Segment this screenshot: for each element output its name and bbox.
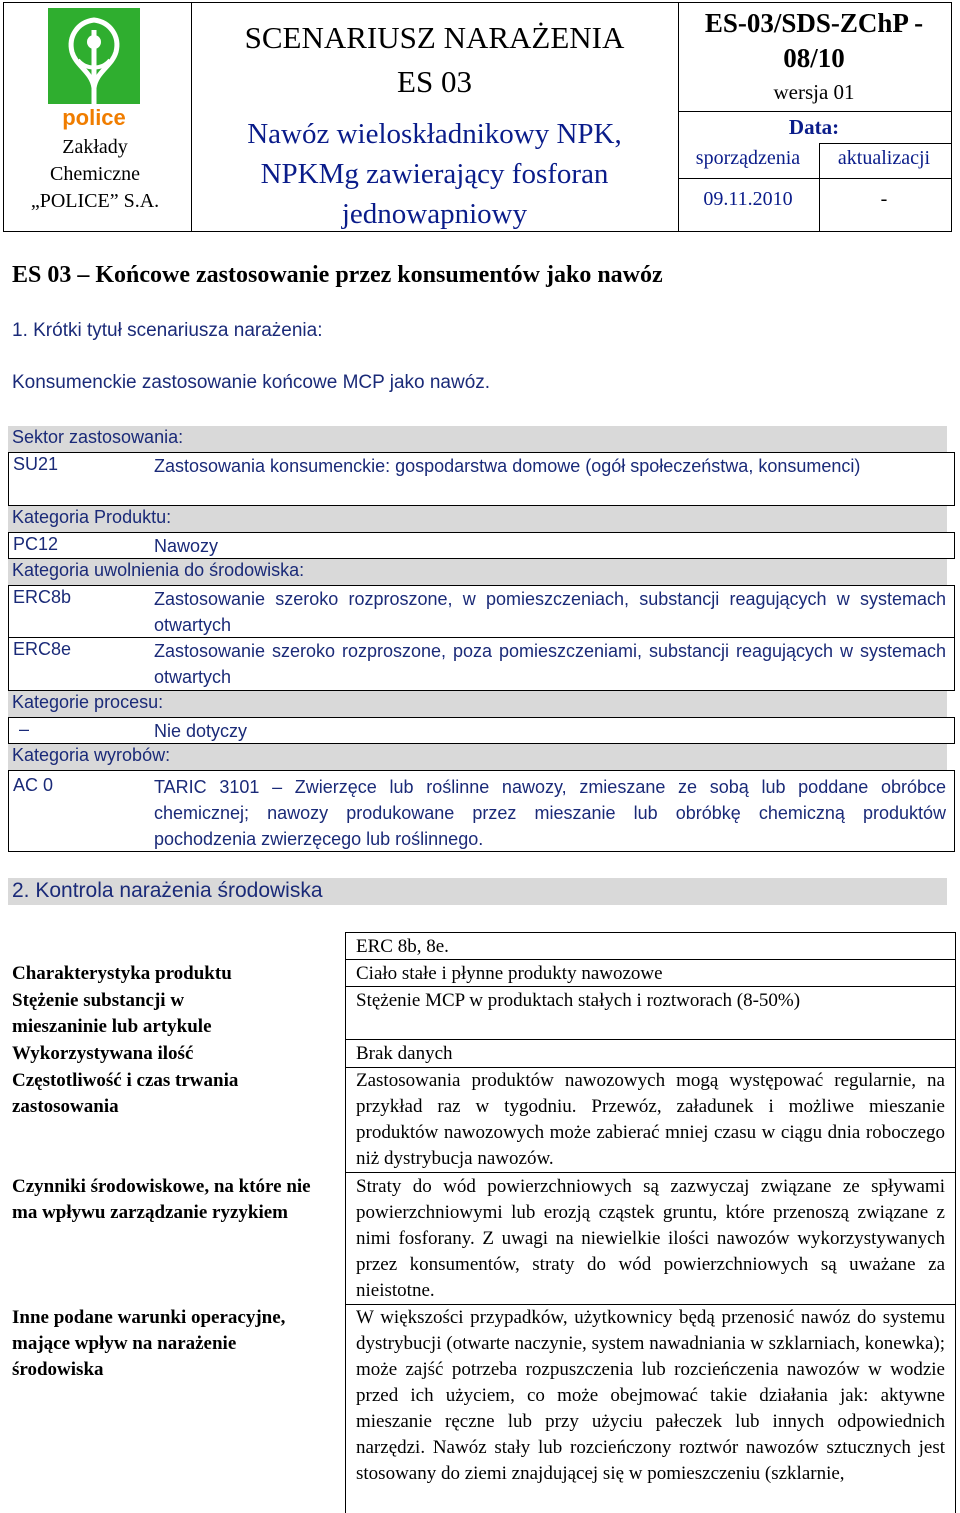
- company-name: [2, 134, 188, 215]
- erc8b-row: [8, 585, 955, 638]
- section1-title: 1. Krótki tytuł scenariusza narażenia:: [12, 320, 323, 341]
- subtitle-line: NPKMg zawierający fosforan: [260, 158, 609, 190]
- section2-title-bar: [8, 878, 947, 905]
- company-line: „POLICE” S.A.: [30, 190, 160, 212]
- doc-code-line: ES-03/SDS-ZChP -: [704, 8, 924, 38]
- ac-row: [8, 770, 955, 852]
- erc8b-code: ERC8b: [13, 587, 72, 607]
- value-concentration: Stężenie MCP w produktach stałych i roztworach (8-50%): [356, 990, 801, 1011]
- env-control-table: [345, 932, 956, 1513]
- date-label: Data:: [788, 115, 840, 139]
- doc-code: [678, 6, 950, 76]
- process-code: –: [19, 719, 30, 739]
- document-subtitle: [191, 114, 678, 234]
- process-row: [8, 717, 955, 744]
- process-label: Kategorie procesu:: [12, 692, 164, 712]
- company-line: Zakłady: [62, 136, 128, 158]
- label-frequency: Częstotliwość i czas trwania zastosowania: [12, 1070, 239, 1117]
- erc8e-desc: Zastosowanie szeroko rozproszone, poza pomieszczeniami, substancji reagujących w systemach otwartych: [154, 641, 946, 687]
- sector-label-row: [8, 426, 947, 452]
- section2-title: 2. Kontrola narażenia środowiska: [12, 879, 323, 902]
- product-label: Kategoria Produktu:: [12, 507, 172, 527]
- company-line: Chemiczne: [50, 163, 140, 185]
- ac-code: AC 0: [13, 775, 54, 795]
- product-label-row: [8, 506, 947, 532]
- su-code: SU21: [13, 454, 59, 474]
- su-desc: Zastosowania konsumenckie: gospodarstwa domowe (ogół społeczeństwa, konsumenci): [154, 456, 861, 476]
- subtitle-line: jednowapniowy: [341, 198, 528, 230]
- erc8e-code: ERC8e: [13, 639, 72, 659]
- erc8e-row: [8, 637, 955, 691]
- erc-reference: ERC 8b, 8e.: [356, 936, 449, 957]
- company-logo: [48, 8, 140, 132]
- value-other-conditions: W większości przypadków, użytkownicy będą przenosić nawóz do systemu dystrybucji (otwarte naczynie, system nawadniania w szklarniach, konewka); może zajść potrzeba rozpuszczenia lub rozcieńczenia nawozów w wodzie przed ich użyciem, co może obejmować takie działania jak: aktywne mieszanie ręczne lub przy użyciu pałeczek lub innych odpowiednich narzędzi. Nawóz stały lub rozcieńczony roztwór nawozów sztucznych jest stosowany do ziemi znajdującej się w pomieszczeniu (szklarnie,: [356, 1307, 945, 1484]
- process-desc: Nie dotyczy: [154, 721, 248, 741]
- document-title: [191, 16, 678, 104]
- ac-desc: TARIC 3101 – Zwierzęce lub roślinne nawozy, zmieszane ze sobą lub poddane obróbce chemicznej; nawozy produkowane przez mieszanie lub obróbkę chemiczną produktów pochodzenia zwierzęcego lub roślinnego.: [154, 777, 946, 849]
- date-created-value: 09.11.2010: [703, 188, 793, 210]
- pc-desc: Nawozy: [154, 536, 219, 556]
- value-frequency: Zastosowania produktów nawozowych mogą występować regularnie, na przykład raz w tygodniu. Przewóz, załadunek i możliwe mieszanie produktów nawozowych może zabierać mniej czasu w ciągu dnia roboczego niż dystrybucja nawozów.: [356, 1070, 945, 1169]
- pc-code: PC12: [13, 534, 59, 554]
- su-row: [8, 452, 955, 506]
- erc8b-desc: Zastosowanie szeroko rozproszone, w pomieszczeniach, substancji reagujących w systemach otwartych: [154, 589, 946, 635]
- title-line: SCENARIUSZ NARAŻENIA: [244, 20, 625, 55]
- date-updated-label: aktualizacji: [837, 147, 931, 169]
- date-created-label: sporządzenia: [695, 147, 801, 169]
- value-amount: Brak danych: [356, 1043, 453, 1064]
- subtitle-line: Nawóz wieloskładnikowy NPK,: [247, 118, 622, 150]
- label-env-factors: Czynniki środowiskowe, na które nie ma wpływu zarządzanie ryzykiem: [12, 1176, 311, 1223]
- version: wersja 01: [773, 80, 855, 104]
- sector-label: Sektor zastosowania:: [12, 427, 184, 447]
- doc-code-line: 08/10: [783, 43, 845, 73]
- title-line: ES 03: [397, 64, 472, 99]
- articles-label: Kategoria wyrobów:: [12, 745, 171, 765]
- pc-row: [8, 532, 955, 559]
- date-updated-value: -: [880, 188, 888, 210]
- label-product-char: Charakterystyka produktu: [12, 963, 232, 984]
- label-amount: Wykorzystywana ilość: [12, 1043, 194, 1064]
- label-other-conditions: Inne podane warunki operacyjne, mające wpływ na narażenie środowiska: [12, 1307, 286, 1380]
- label-concentration: Stężenie substancji w mieszaninie lub artykule: [12, 990, 212, 1037]
- main-heading: ES 03 – Końcowe zastosowanie przez konsumentów jako nawóz: [12, 262, 663, 288]
- value-env-factors: Straty do wód powierzchniowych są zazwyczaj związane ze spływami powierzchniowymi lub erozją cząstek gruntu, które przenoszą związane z nimi fosforany. Z uwagi na niewielkie ilości nawozów wykorzystywanych przez konsumentów, straty do wód powierzchniowych są uważane za nieistotne.: [356, 1176, 945, 1301]
- process-label-row: [8, 691, 947, 717]
- section1-text: Konsumenckie zastosowanie końcowe MCP jako nawóz.: [12, 372, 491, 393]
- logo-text: police: [48, 104, 140, 132]
- value-product-char: Ciało stałe i płynne produkty nawozowe: [356, 963, 663, 984]
- release-label: Kategoria uwolnienia do środowiska:: [12, 560, 305, 580]
- articles-label-row: [8, 744, 947, 770]
- release-label-row: [8, 559, 947, 585]
